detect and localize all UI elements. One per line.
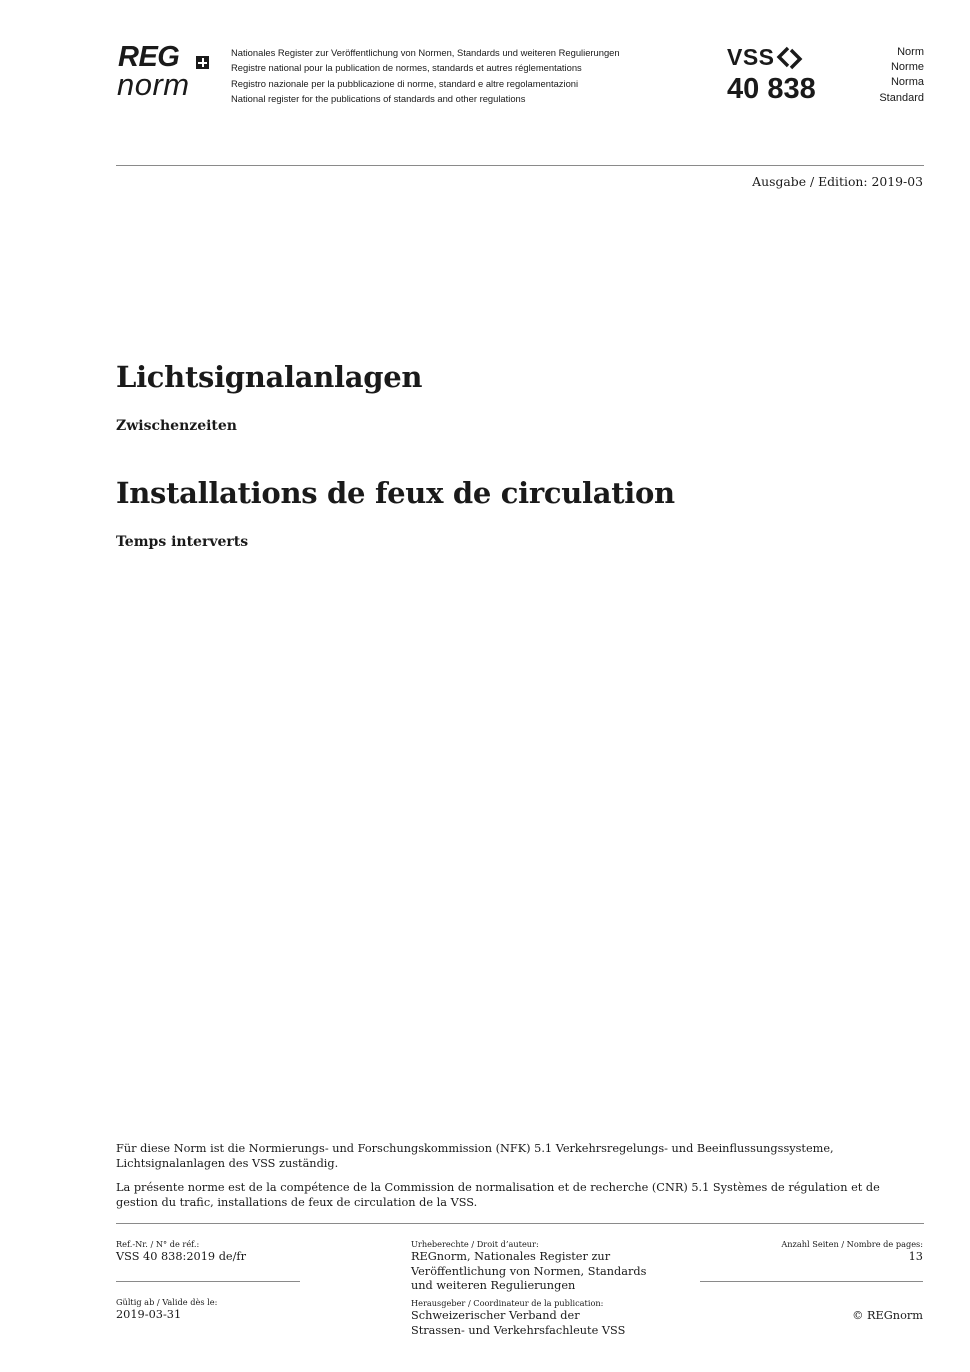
norm-type-list	[879, 45, 924, 106]
copyright-holder-line: Veröffentlichung von Normen, Standards	[411, 1264, 647, 1278]
publisher-name-line: Strassen- und Verkehrsfachleute VSS	[411, 1323, 626, 1337]
logo-norm-text: norm	[117, 67, 190, 102]
subtitle-french: Temps interverts	[116, 534, 249, 550]
page-count-underline	[700, 1281, 923, 1282]
register-line-en: National register for the publications of standards and other regulations	[231, 92, 526, 104]
publisher-name-line: Schweizerischer Verband der	[411, 1309, 580, 1322]
swiss-cross-icon	[196, 56, 209, 69]
title-french: Installations de feux de circulation	[116, 476, 675, 510]
valid-from-value: 2019-03-31	[116, 1308, 182, 1321]
copyright-mark: © REGnorm	[852, 1309, 923, 1322]
copyright-label: Urheberechte / Droit d’auteur:	[411, 1239, 539, 1249]
register-line-it: Registro nazionale per la pubblicazione di norme, standard e altre regolamentazioni	[231, 77, 579, 89]
page-count-value: 13	[908, 1250, 923, 1263]
register-line-fr: Registre national pour la publication de normes, standards et autres réglementations	[231, 62, 582, 74]
header-divider	[116, 165, 924, 166]
vss-arrows-icon	[776, 46, 804, 70]
register-line-de: Nationales Register zur Veröffentlichung von Normen, Standards und weiteren Regulierungen	[231, 47, 620, 58]
valid-from-label: Gültig ab / Valide dès le:	[116, 1297, 218, 1307]
norm-number: 40 838	[727, 73, 816, 105]
regnorm-logo	[118, 42, 214, 102]
page-count-label: Anzahl Seiten / Nombre de pages:	[781, 1239, 923, 1249]
reference-label: Ref.-Nr. / N° de réf.:	[116, 1239, 200, 1249]
copyright-holder	[411, 1250, 671, 1294]
register-description	[231, 45, 620, 106]
reference-underline	[116, 1281, 300, 1282]
publisher-label: Herausgeber / Coordinateur de la publication:	[411, 1298, 604, 1308]
vss-wordmark: VSS	[727, 44, 775, 70]
title-german: Lichtsignalanlagen	[116, 360, 423, 394]
vss-logo	[727, 44, 837, 106]
logo-reg-text: REG	[118, 41, 180, 73]
norm-type-en: Standard	[879, 91, 924, 104]
responsibility-german: Für diese Norm ist die Normierungs- und Forschungskommission (NFK) 5.1 Verkehrsregelungs- und Beeinflussungssysteme, Lichtsignalanlagen des VSS zuständig.	[116, 1142, 834, 1170]
norm-type-it: Norma	[890, 76, 924, 89]
footer-divider	[116, 1223, 924, 1224]
norm-type-fr: Norme	[890, 61, 924, 74]
norm-type-de: Norm	[897, 46, 924, 58]
copyright-holder-line: und weiteren Regulierungen	[411, 1279, 576, 1292]
edition-date: Ausgabe / Edition: 2019-03	[752, 174, 923, 189]
copyright-holder-line: REGnorm, Nationales Register zur	[411, 1250, 611, 1263]
reference-value: VSS 40 838:2019 de/fr	[116, 1250, 247, 1263]
responsibility-french: La présente norme est de la compétence de la Commission de normalisation et de recherche (CNR) 5.1 Systèmes de régulation et de gestion du trafic, installations de feux de circulation de la VSS.	[116, 1181, 880, 1209]
publisher-name	[411, 1309, 671, 1338]
subtitle-german: Zwischenzeiten	[116, 418, 237, 434]
